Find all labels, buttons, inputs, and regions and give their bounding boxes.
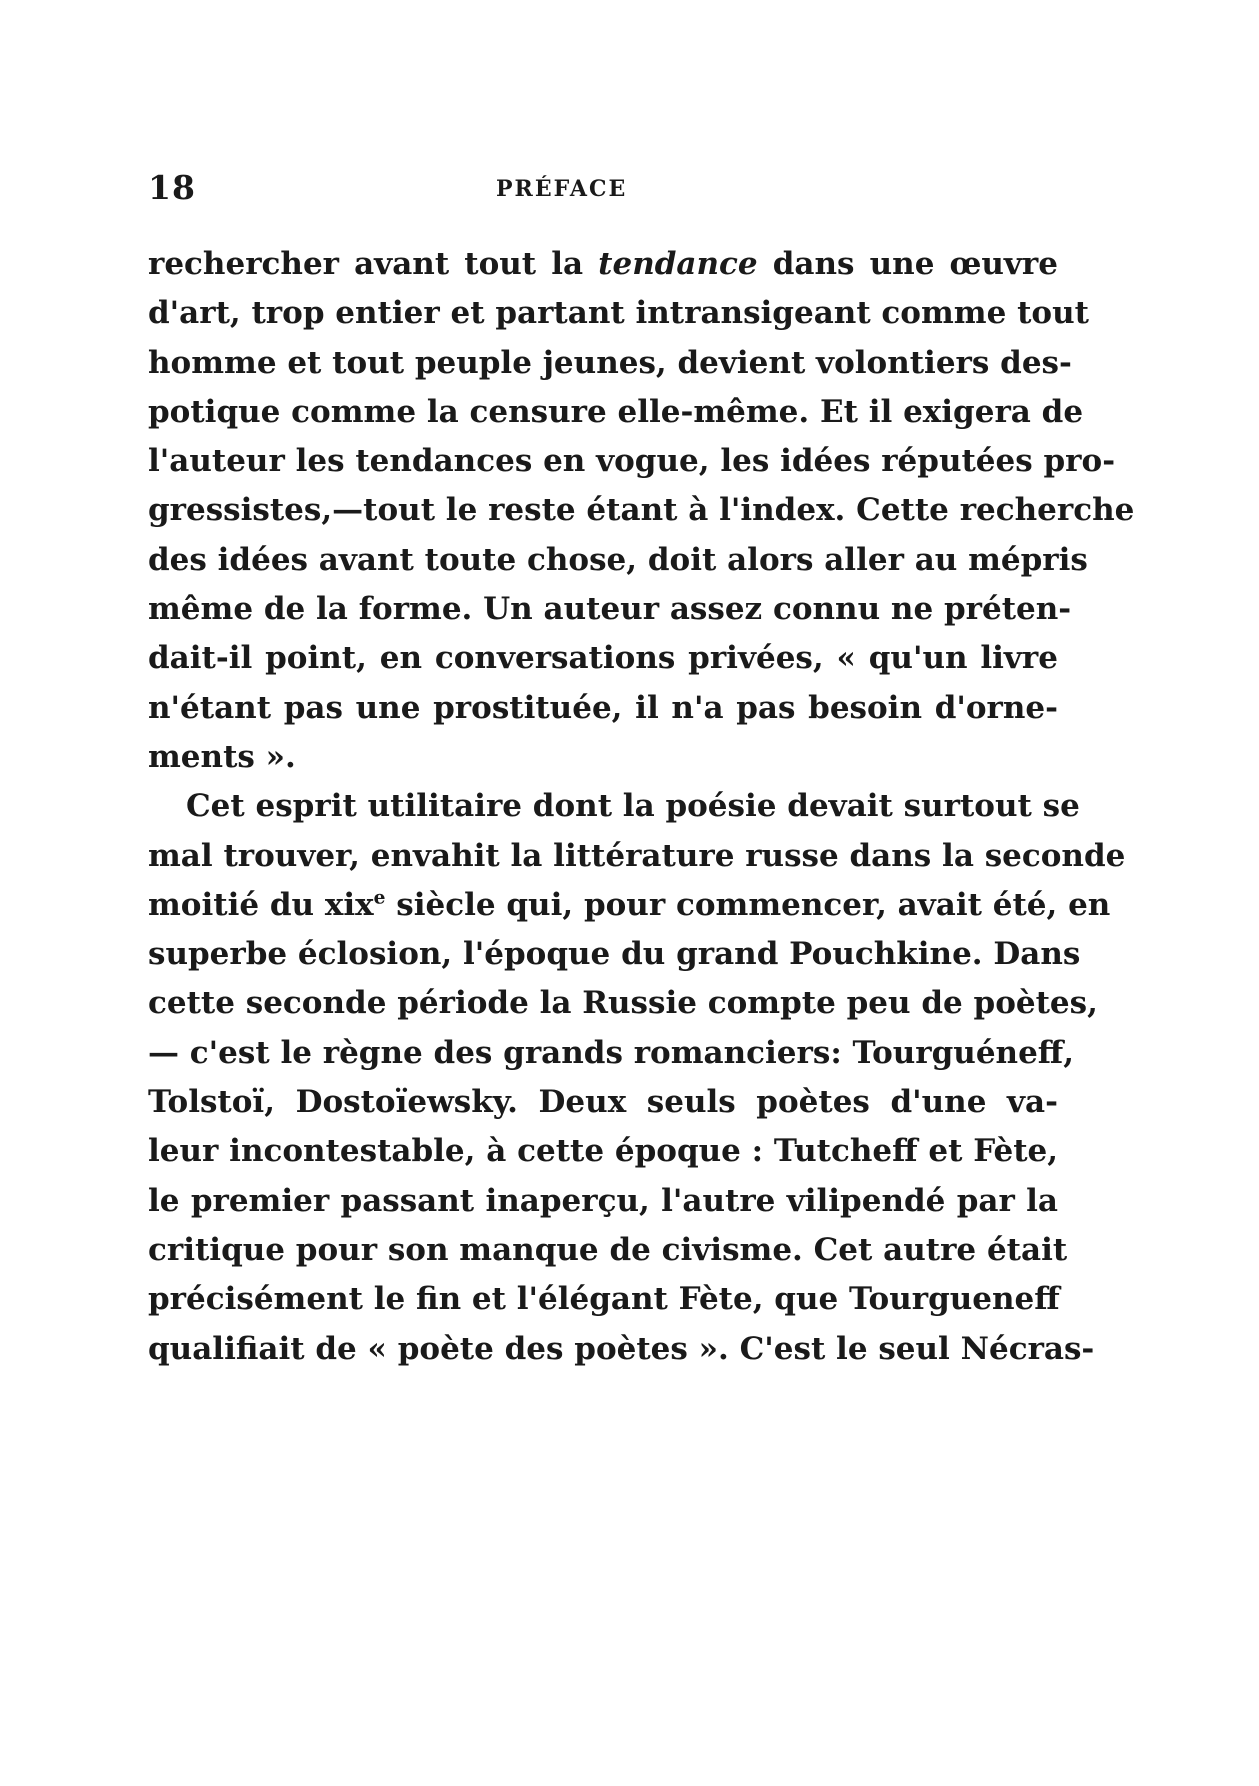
text-line xyxy=(148,782,1080,831)
text-line xyxy=(148,634,1058,683)
text-run: — c'est le règne des grands romanciers: Tourguéneff, xyxy=(148,1034,1075,1071)
text-run: rechercher avant tout la xyxy=(148,246,599,282)
text-line xyxy=(148,832,1126,881)
page-number: 18 xyxy=(148,168,196,207)
text-run: Cet esprit utilitaire dont la poésie devait surtout se xyxy=(186,788,1080,825)
text-run: le premier passant inaperçu, l'autre vilipendé par la xyxy=(148,1182,1058,1219)
text-run: moitié du xyxy=(148,886,325,923)
text-run: critique pour son manque de civisme. Cet autre était xyxy=(148,1231,1068,1268)
text-line xyxy=(148,388,1084,437)
text-line xyxy=(148,930,1081,979)
text-run: superbe éclosion, l'époque du grand Pouchkine. Dans xyxy=(148,936,1081,973)
running-head: PRÉFACE xyxy=(496,176,628,202)
text-run: siècle qui, pour commencer, avait été, en xyxy=(385,886,1111,923)
text-run: l'auteur les tendances en vogue, les idées réputées pro- xyxy=(148,443,1116,480)
text-line xyxy=(148,881,1111,930)
text-line xyxy=(148,240,1058,289)
text-run: précisément le fin et l'élégant Fète, que Tourgueneff xyxy=(148,1281,1060,1318)
text-line xyxy=(148,1029,1075,1078)
text-run: potique comme la censure elle-même. Et il exigera de xyxy=(148,393,1084,430)
text-line xyxy=(148,979,1098,1028)
text-run: leur incontestable, à cette époque : Tutcheff et Fète, xyxy=(148,1133,1059,1170)
text-run: ments ». xyxy=(148,738,296,775)
body-text xyxy=(148,240,1135,1374)
text-run: homme et tout peuple jeunes, devient volontiers des- xyxy=(148,344,1072,381)
page-header xyxy=(148,168,1058,218)
superscript: e xyxy=(373,887,386,909)
text-run: dans une œuvre xyxy=(757,246,1058,282)
text-line xyxy=(148,437,1116,486)
text-run: dait-il point, en conversations privées, « qu'un livre xyxy=(148,640,1058,677)
text-run: cette seconde période la Russie compte peu de poètes, xyxy=(148,985,1098,1022)
text-line xyxy=(148,536,1088,585)
text-run: des idées avant toute chose, doit alors aller au mépris xyxy=(148,541,1088,578)
italic-run: tendance xyxy=(598,246,758,282)
text-line xyxy=(148,1177,1058,1226)
text-run: mal trouver, envahit la littérature russe dans la seconde xyxy=(148,837,1126,874)
text-line xyxy=(148,1078,1058,1127)
text-run: gressistes,—tout le reste étant à l'index. Cette recherche xyxy=(148,492,1135,529)
text-run: n'étant pas une prostituée, il n'a pas besoin d'orne- xyxy=(148,689,1058,726)
text-line xyxy=(148,289,1089,338)
text-line xyxy=(148,1127,1058,1176)
text-run: xix xyxy=(324,886,374,923)
text-run: qualifiait de « poète des poètes ». C'est le seul Nécras- xyxy=(148,1330,1095,1367)
text-line xyxy=(148,684,1058,733)
text-line xyxy=(148,1226,1068,1275)
text-line xyxy=(148,1325,1095,1374)
text-line xyxy=(148,339,1072,388)
text-run: Tolstoï, Dostoïewsky. Deux seuls poètes d'une va- xyxy=(148,1084,1058,1121)
text-line xyxy=(148,486,1135,535)
text-run: d'art, trop entier et partant intransigeant comme tout xyxy=(148,295,1089,332)
text-line xyxy=(148,585,1072,634)
text-line xyxy=(148,1275,1058,1324)
text-line xyxy=(148,733,1058,782)
text-run: même de la forme. Un auteur assez connu ne préten- xyxy=(148,591,1072,628)
